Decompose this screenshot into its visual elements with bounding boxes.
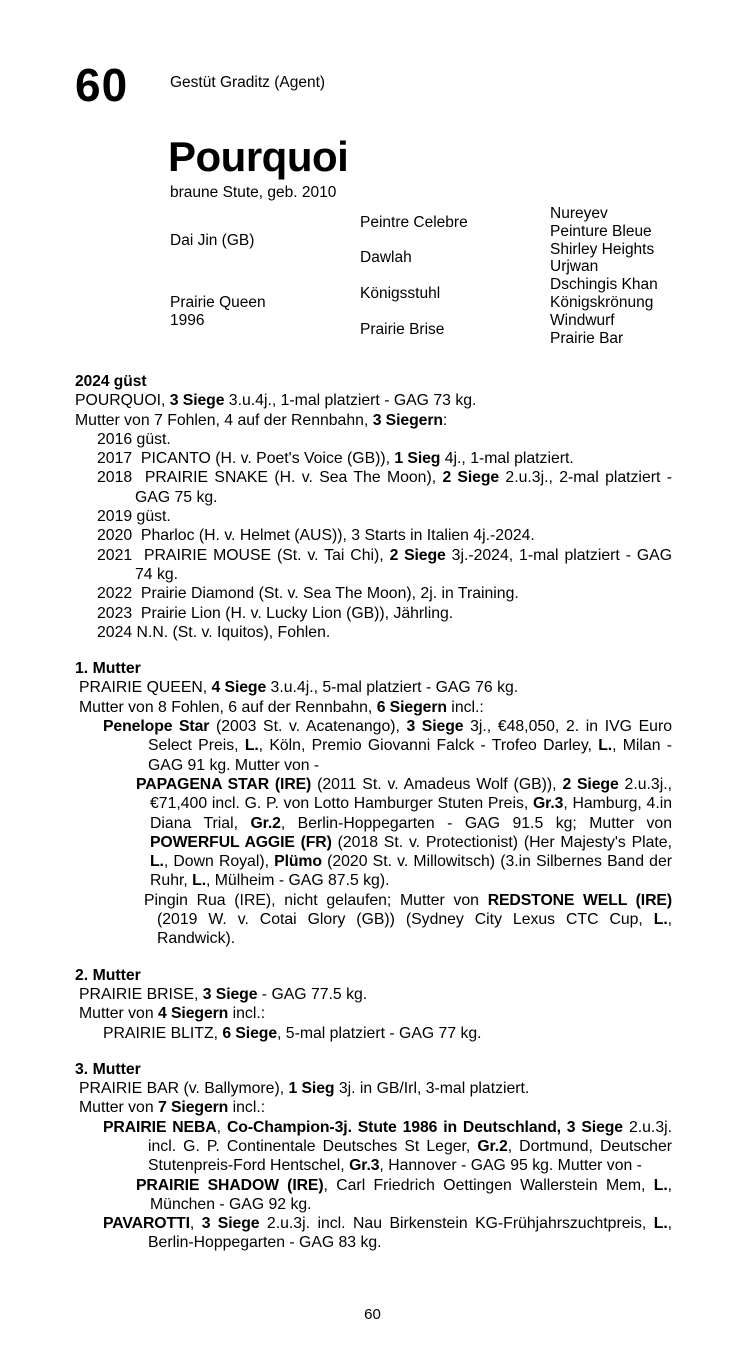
produce-2024: 2024 N.N. (St. v. Iquitos), Fohlen. bbox=[97, 623, 331, 641]
race-record: POURQUOI, 3 Siege 3.u.4j., 1-mal platziert - GAG 73 kg. bbox=[75, 392, 477, 410]
pedigree-ancestor: Shirley Heights bbox=[550, 240, 655, 258]
footer-page-number: 60 bbox=[364, 1306, 381, 1323]
pedigree-dam bbox=[170, 276, 360, 347]
pedigree-sire-dam: Dawlah bbox=[360, 249, 412, 267]
produce-2019: 2019 güst. bbox=[97, 508, 171, 526]
pedigree-dam-dam: Prairie Brise bbox=[360, 320, 445, 338]
pedigree-sire-sire: Peintre Celebre bbox=[360, 213, 468, 231]
pedigree-ancestor: Windwurf bbox=[550, 311, 615, 329]
pedigree-dam-sire: Königsstuhl bbox=[360, 285, 441, 303]
produce-2022: 2022 Prairie Diamond (St. v. Sea The Moon), 2j. in Training. bbox=[97, 585, 519, 603]
pedigree-ancestor: Urjwan bbox=[550, 258, 599, 276]
pedigree-table bbox=[170, 205, 745, 347]
section-heading: 3. Mutter bbox=[75, 1060, 141, 1078]
horse-details: braune Stute, geb. 2010 bbox=[170, 184, 337, 201]
produce-summary: Mutter von 7 Fohlen, 4 auf der Rennbahn, 3 Siegern: bbox=[75, 411, 448, 429]
great-granddam-record: PRAIRIE BAR (v. Ballymore), 1 Sieg 3j. in GB/Irl, 3-mal platziert. bbox=[79, 1080, 530, 1098]
status-line: 2024 güst bbox=[75, 373, 147, 390]
catalog-body bbox=[75, 372, 672, 1253]
offspring-pingin-rua: Pingin Rua (IRE), nicht gelaufen; Mutter von REDSTONE WELL (IRE) (2019 W. v. Cotai Glory (GB)) (Sydney City Lexus CTC Cup, L., Randwick). bbox=[144, 891, 672, 948]
section-heading: 2. Mutter bbox=[75, 966, 141, 984]
pedigree-sire: Dai Jin (GB) bbox=[170, 231, 255, 249]
offspring-prairie-neba: PRAIRIE NEBA, Co-Champion-3j. Stute 1986 in Deutschland, 3 Siege 2.u.3j. incl. G. P. Continentale Deutsches St Leger, Gr.2, Dortmund, Deutscher Stutenpreis-Ford Hentschel, Gr.3, Hannover - GAG 95 kg. Mutter von - bbox=[103, 1118, 673, 1175]
granddam-record: PRAIRIE BRISE, 3 Siege - GAG 77.5 kg. bbox=[79, 985, 368, 1003]
section-second-dam bbox=[75, 966, 672, 1043]
consignor: Gestüt Graditz (Agent) bbox=[170, 74, 326, 91]
section-first-dam bbox=[75, 659, 672, 948]
pedigree-ancestor: Prairie Bar bbox=[550, 329, 624, 347]
horse-name: Pourquoi bbox=[168, 133, 349, 180]
lot-number: 60 bbox=[75, 59, 129, 111]
produce-2017: 2017 PICANTO (H. v. Poet's Voice (GB)), 1 Sieg 4j., 1-mal platziert. bbox=[97, 450, 574, 468]
section-heading: 1. Mutter bbox=[75, 660, 141, 678]
section-produce-record bbox=[75, 391, 672, 642]
offspring-prairie-blitz: PRAIRIE BLITZ, 6 Siege, 5-mal platziert - GAG 77 kg. bbox=[103, 1024, 482, 1042]
pedigree-ancestor: Königskrönung bbox=[550, 293, 654, 311]
dam-record: PRAIRIE QUEEN, 4 Siege 3.u.4j., 5-mal platziert - GAG 76 kg. bbox=[79, 679, 519, 697]
granddam-produce-summary: Mutter von 4 Siegern incl.: bbox=[79, 1005, 266, 1023]
pedigree-ancestor: Nureyev bbox=[550, 205, 608, 222]
offspring-penelope-star: Penelope Star (2003 St. v. Acatenango), 3 Siege 3j., €48,050, 2. in IVG Euro Select Preis, L., Köln, Premio Giovanni Falck - Trofeo Darley, L., Milan - GAG 91 kg. Mutter von - bbox=[103, 718, 673, 774]
produce-2016: 2016 güst. bbox=[97, 430, 171, 448]
pedigree-ancestor: Peinture Bleue bbox=[550, 222, 652, 240]
produce-2023: 2023 Prairie Lion (H. v. Lucky Lion (GB)), Jährling. bbox=[97, 604, 454, 622]
pedigree-ancestor: Dschingis Khan bbox=[550, 276, 658, 294]
section-third-dam bbox=[75, 1060, 672, 1253]
offspring-pavarotti: PAVAROTTI, 3 Siege 2.u.3j. incl. Nau Birkenstein KG-Frühjahrszuchtpreis, L., Berlin-Hoppegarten - GAG 83 kg. bbox=[103, 1215, 672, 1252]
produce-2018: 2018 PRAIRIE SNAKE (H. v. Sea The Moon), 2 Siege 2.u.3j., 2-mal platziert - GAG 75 kg. bbox=[97, 469, 672, 506]
great-granddam-produce-summary: Mutter von 7 Siegern incl.: bbox=[79, 1099, 266, 1117]
offspring-prairie-shadow: PRAIRIE SHADOW (IRE), Carl Friedrich Oettingen Wallerstein Mem, L., München - GAG 92 kg. bbox=[136, 1176, 672, 1213]
pedigree-dam-year: 1996 bbox=[170, 311, 205, 329]
dam-produce-summary: Mutter von 8 Fohlen, 6 auf der Rennbahn, 6 Siegern incl.: bbox=[79, 698, 484, 716]
offspring-papagena-star: PAPAGENA STAR (IRE) (2011 St. v. Amadeus Wolf (GB)), 2 Siege 2.u.3j., €71,400 incl. G. P. von Lotto Hamburger Stuten Preis, Gr.3, Hamburg, 4.in Diana Trial, Gr.2, Berlin-Hoppegarten - GAG 91.5 kg; Mutter von POWERFUL AGGIE (FR) (2018 St. v. Protectionist) (Her Majesty's Plate, L., Down Royal), Plümo (2020 St. v. Millowitsch) (3.in Silbernes Band der Ruhr, L., Mülheim - GAG 87.5 kg). bbox=[136, 775, 672, 890]
produce-2020: 2020 Pharloc (H. v. Helmet (AUS)), 3 Starts in Italien 4j.-2024. bbox=[97, 527, 535, 545]
produce-2021: 2021 PRAIRIE MOUSE (St. v. Tai Chi), 2 Siege 3j.-2024, 1-mal platziert - GAG 74 kg. bbox=[97, 546, 672, 583]
pedigree-dam-name: Prairie Queen bbox=[170, 293, 266, 311]
